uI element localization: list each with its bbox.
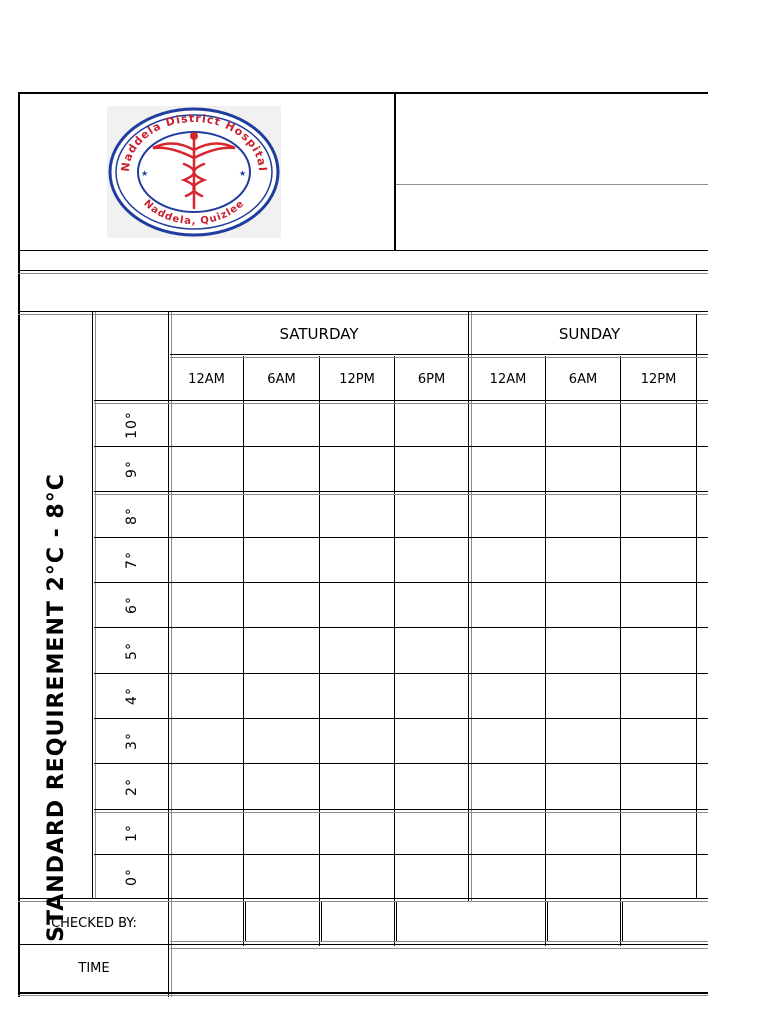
temperature-row-label: 5° bbox=[123, 641, 140, 660]
caduceus-seal-icon bbox=[107, 106, 281, 238]
time-header: 12AM bbox=[489, 371, 527, 387]
svg-text:★: ★ bbox=[239, 169, 247, 178]
svg-text:Naddela District Hospital: Naddela District Hospital bbox=[118, 111, 270, 173]
svg-text:★: ★ bbox=[141, 169, 149, 178]
reading-grid[interactable] bbox=[170, 404, 708, 898]
temperature-row-label: 7° bbox=[123, 551, 140, 569]
temperature-row-label: 9° bbox=[123, 460, 140, 478]
temperature-row-label: 1° bbox=[123, 824, 140, 842]
time-header: 6AM bbox=[267, 371, 296, 387]
temperature-row-label: 8° bbox=[123, 506, 140, 525]
checked-by-label: CHECKED BY: bbox=[51, 915, 137, 931]
temperature-row-label: 0° bbox=[123, 867, 140, 886]
time-header: 12AM bbox=[188, 371, 225, 387]
header-field-bottom[interactable] bbox=[396, 185, 708, 250]
time-header: 12PM bbox=[339, 371, 375, 387]
temperature-row-label: 4° bbox=[123, 687, 140, 705]
checked-by-signature-row[interactable] bbox=[170, 902, 708, 942]
time-label: TIME bbox=[78, 961, 110, 976]
time-entry-field[interactable] bbox=[170, 949, 708, 992]
standard-requirement-label: STANDARD REQUIREMENT 2°C - 8°C bbox=[44, 472, 69, 942]
time-header: 6PM bbox=[417, 371, 446, 387]
header-field-top[interactable] bbox=[396, 94, 708, 184]
time-header: 6AM bbox=[568, 371, 598, 387]
temperature-row-label: 3° bbox=[123, 732, 140, 750]
svg-text:Naddela, Quizlee: Naddela, Quizlee bbox=[141, 198, 247, 228]
temperature-row-label: 6° bbox=[123, 596, 140, 614]
day-header-sunday: SUNDAY bbox=[558, 325, 621, 343]
day-header-saturday: SATURDAY bbox=[279, 325, 359, 343]
hospital-logo bbox=[107, 106, 281, 238]
temperature-row-label: 2° bbox=[123, 777, 140, 796]
time-header: 12PM bbox=[640, 371, 677, 387]
temperature-log-form bbox=[18, 92, 708, 997]
temperature-row-label: 10° bbox=[123, 410, 140, 439]
